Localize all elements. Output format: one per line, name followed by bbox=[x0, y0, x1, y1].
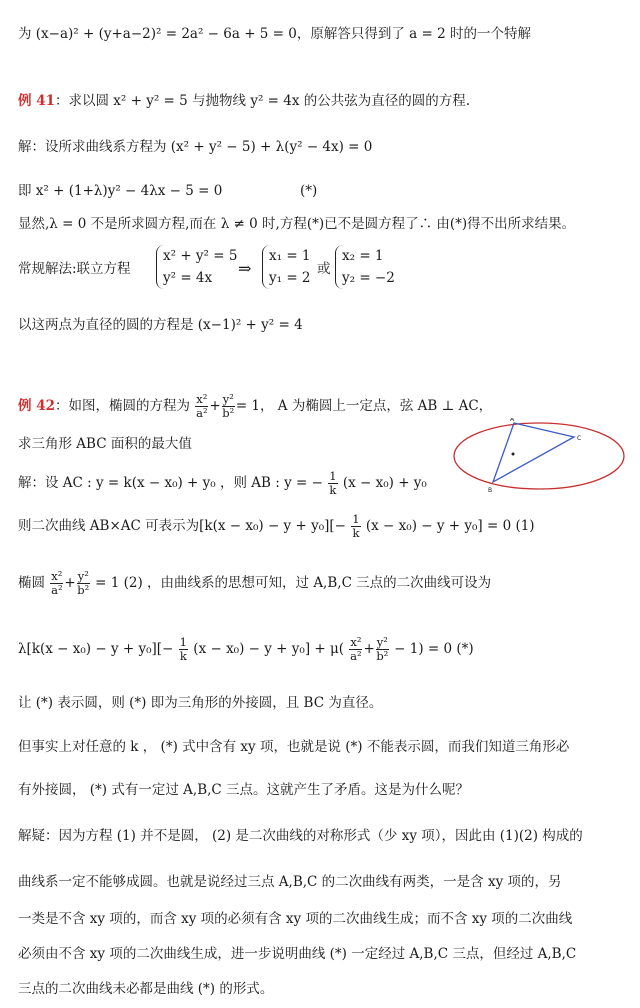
text-line-11 bbox=[18, 513, 632, 540]
star-marker: (*) bbox=[300, 183, 318, 199]
text-line-12-b: = 1 (2) ，由曲线系的思想可知，过 A,B,C 三点的二次曲线可设为 bbox=[95, 575, 492, 591]
or-label: 或 bbox=[317, 261, 331, 277]
example-41-line bbox=[18, 91, 632, 111]
example-42-label: 例 42 bbox=[18, 398, 55, 414]
figure-label-b: B bbox=[488, 487, 493, 494]
example-41-text: ：求以圆 x² + y² = 5 与抛物线 y² = 4x 的公共弦为直径的圆的方程. bbox=[55, 93, 471, 109]
text-line-14: 让 (*) 表示圆，则 (*) 即为三角形的外接圆，且 BC 为直径。 bbox=[18, 695, 383, 711]
fraction-x2-a2-2: $\frac{\text{x²}}{\text{a²}}$ bbox=[51, 569, 63, 597]
text-line-9: 求三角形 ABC 面积的最大值 bbox=[18, 436, 192, 452]
fraction-y2-b2: $\frac{\text{y²}}{\text{b²}}$ bbox=[222, 392, 235, 420]
text-line-20: 必须由不含 xy 项的二次曲线生成，进一步说明曲线 (*) 一定经过 A,B,C 三点，但经过 A,B,C bbox=[18, 946, 577, 962]
system-1-eq-b: y² = 4x bbox=[163, 270, 213, 286]
text-line-5: 显然,λ = 0 不是所求圆方程,而在 λ ≠ 0 时,方程(*)已不是圆方程了∴ 由(*)得不出所求结果。 bbox=[18, 216, 576, 232]
text-line-12 bbox=[18, 570, 632, 597]
conventional-method-label: 常规解法:联立方程 bbox=[18, 261, 131, 277]
fraction-1-k-3: $\frac{1}{k}$ bbox=[179, 635, 187, 663]
implies-arrow: ⇒ bbox=[238, 259, 252, 278]
text-line-11-a: 则二次曲线 AB×AC 可表示为[k(x − x₀) − y + y₀][− bbox=[18, 518, 346, 534]
system-3-eq-a: x₂ = 1 bbox=[342, 248, 384, 264]
text-line-10-a: 解：设 AC : y = k(x − x₀) + y₀ ，则 AB : y = − bbox=[18, 475, 323, 491]
plus-sign: + bbox=[209, 398, 221, 414]
solution-41-line: 解：设所求曲线系方程为 (x² + y² − 5) + λ(y² − 4x) = 0 bbox=[18, 139, 373, 155]
text-line-17: 解疑：因为方程 (1) 并不是圆， (2) 是二次曲线的对称形式（少 xy 项），因此由 (1)(2) 构成的 bbox=[18, 828, 583, 844]
system-2 bbox=[262, 245, 311, 289]
figure-label-c: C bbox=[577, 435, 582, 442]
text-line-10-b: (x − x₀) + y₀ bbox=[342, 475, 427, 491]
plus-sign-2: + bbox=[64, 575, 76, 591]
text-line-13 bbox=[18, 636, 632, 663]
fraction-x2-a2-3: $\frac{\text{x²}}{\text{a²}}$ bbox=[350, 635, 362, 663]
example-42-line bbox=[18, 393, 632, 420]
text-line-19: 一类是不含 xy 项的，而含 xy 项的必须有含 xy 项的二次曲线生成；而不含 xy 项的二次曲线 bbox=[18, 911, 573, 927]
text-line-15: 但事实上对任意的 k ， (*) 式中含有 xy 项，也就是说 (*) 不能表示圆，而我们知道三角形必 bbox=[18, 739, 570, 755]
system-1-eq-a: x² + y² = 5 bbox=[163, 248, 238, 264]
text-line-11-b: (x − x₀) − y + y₀] = 0 (1) bbox=[365, 518, 535, 534]
system-2-eq-b: y₁ = 2 bbox=[269, 270, 311, 286]
text-line-13-c: − 1) = 0 (*) bbox=[394, 641, 474, 657]
equation-star-line bbox=[18, 181, 632, 201]
system-2-eq-a: x₁ = 1 bbox=[269, 248, 311, 264]
fraction-y2-b2-3: $\frac{\text{y²}}{\text{b²}}$ bbox=[376, 635, 389, 663]
fraction-1-k-2: $\frac{1}{k}$ bbox=[352, 512, 360, 540]
figure-label-a: A bbox=[510, 418, 515, 423]
plus-sign-3: + bbox=[363, 641, 375, 657]
text-line-1: 为 (x−a)² + (y+a−2)² = 2a² − 6a + 5 = 0，原解答只得到了 a = 2 时的一个特解 bbox=[18, 26, 531, 42]
example-42-text-b: = 1， A 为椭圆上一定点，弦 AB ⊥ AC， bbox=[235, 398, 493, 414]
text-line-18: 曲线系一定不能够成圆。也就是说经过三点 A,B,C 的二次曲线有两类，一是含 xy 项的，另 bbox=[18, 874, 562, 890]
example-42-text-a: ：如图，椭圆的方程为 bbox=[55, 398, 190, 414]
equation-star: 即 x² + (1+λ)y² − 4λx − 5 = 0 bbox=[18, 183, 223, 199]
text-line-16: 有外接圆， (*) 式有一定过 A,B,C 三点。这就产生了矛盾。这是为什么呢？ bbox=[18, 782, 470, 798]
system-3-eq-b: y₂ = −2 bbox=[342, 270, 395, 286]
ellipse-word: 椭圆 bbox=[18, 575, 45, 591]
fraction-x2-a2: $\frac{\text{x²}}{\text{a²}}$ bbox=[196, 392, 208, 420]
fraction-y2-b2-2: $\frac{\text{y²}}{\text{b²}}$ bbox=[77, 569, 90, 597]
example-41-label: 例 41 bbox=[18, 93, 55, 109]
ellipse-center-dot bbox=[512, 453, 515, 456]
system-1 bbox=[156, 245, 237, 289]
system-3 bbox=[335, 245, 395, 289]
text-line-13-b: (x − x₀) − y + y₀] + μ( bbox=[193, 641, 345, 657]
text-line-10 bbox=[18, 470, 632, 497]
text-line-7: 以这两点为直径的圆的方程是 (x−1)² + y² = 4 bbox=[18, 317, 303, 333]
text-line-21: 三点的二次曲线未必都是曲线 (*) 的形式。 bbox=[18, 981, 274, 997]
fraction-1-k: $\frac{1}{k}$ bbox=[329, 469, 337, 497]
text-line-13-a: λ[k(x − x₀) − y + y₀][− bbox=[18, 641, 174, 657]
